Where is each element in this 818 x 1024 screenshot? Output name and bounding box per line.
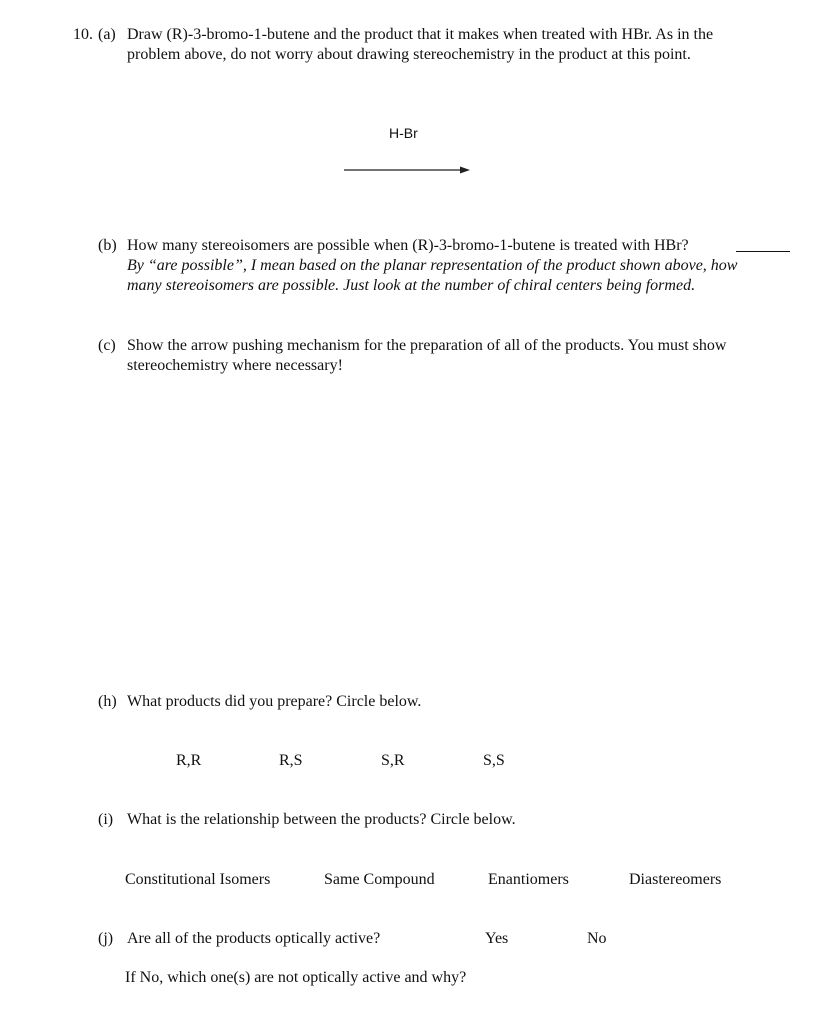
option-rs[interactable]: R,S <box>279 752 303 769</box>
part-i-label: (i) <box>98 811 114 828</box>
part-j-followup: If No, which one(s) are not optically active and why? <box>125 969 467 986</box>
part-c-label: (c) <box>98 337 116 354</box>
option-enantiomers[interactable]: Enantiomers <box>488 871 569 888</box>
option-sr[interactable]: S,R <box>381 752 405 769</box>
part-i-question: What is the relationship between the products? Circle below. <box>127 811 516 828</box>
part-c-text-line2: stereochemistry where necessary! <box>127 357 343 374</box>
reaction-arrow-icon <box>340 160 472 176</box>
part-h-label: (h) <box>98 693 117 710</box>
part-j-label: (j) <box>98 930 114 947</box>
option-no[interactable]: No <box>587 930 607 947</box>
option-same-compound[interactable]: Same Compound <box>324 871 435 888</box>
part-a-text-line2: problem above, do not worry about drawing stereochemistry in the product at this point. <box>127 46 691 63</box>
question-number: 10. <box>73 26 93 43</box>
option-yes[interactable]: Yes <box>485 930 509 947</box>
option-ss[interactable]: S,S <box>483 752 505 769</box>
part-b-note-line2: many stereoisomers are possible. Just look at the number of chiral centers being formed. <box>127 277 696 294</box>
option-rr[interactable]: R,R <box>176 752 202 769</box>
option-constitutional-isomers[interactable]: Constitutional Isomers <box>125 871 271 888</box>
part-a-label: (a) <box>98 26 116 43</box>
part-b-note-line1: By “are possible”, I mean based on the planar representation of the product shown above, how <box>127 257 738 274</box>
part-b-label: (b) <box>98 237 117 254</box>
part-b-question: How many stereoisomers are possible when (R)-3-bromo-1-butene is treated with HBr? <box>127 237 689 254</box>
answer-blank[interactable] <box>736 251 790 252</box>
part-a-text-line1: Draw (R)-3-bromo-1-butene and the product that it makes when treated with HBr. As in the <box>127 26 714 43</box>
option-diastereomers[interactable]: Diastereomers <box>629 871 722 888</box>
part-h-question: What products did you prepare? Circle below. <box>127 693 422 710</box>
reagent-label: H-Br <box>389 125 418 141</box>
part-c-text-line1: Show the arrow pushing mechanism for the preparation of all of the products. You must show <box>127 337 727 354</box>
part-j-question: Are all of the products optically active? <box>127 930 381 947</box>
